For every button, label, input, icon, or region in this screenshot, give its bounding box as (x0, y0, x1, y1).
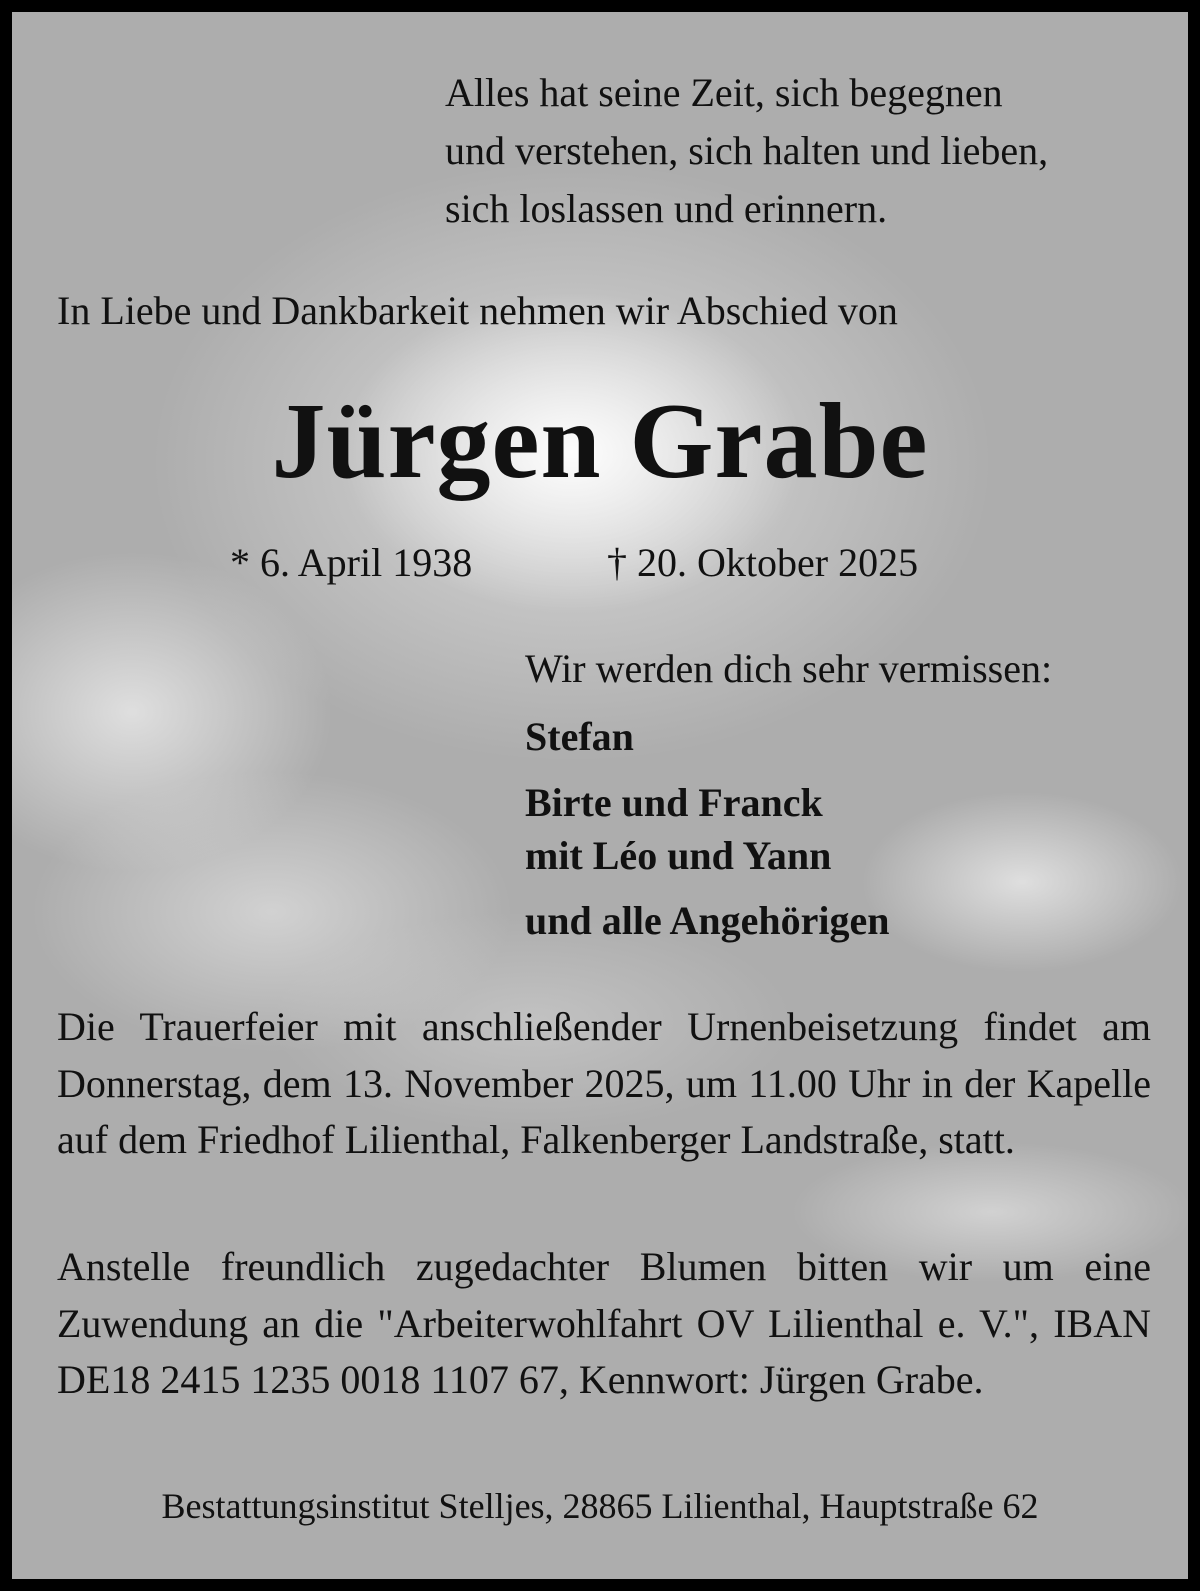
mourner: mit Léo und Yann (525, 833, 832, 878)
verse (445, 64, 1048, 238)
obituary-notice (12, 12, 1188, 1579)
mourner: Stefan (525, 714, 634, 759)
verse-line: sich loslassen und erinnern. (445, 186, 888, 231)
funeral-home: Bestattungsinstitut Stelljes, 28865 Lilienthal, Hauptstraße 62 (161, 1486, 1039, 1526)
mourner: und alle Angehörigen (525, 898, 890, 943)
birth-date: * 6. April 1938 (230, 540, 473, 585)
verse-line: und verstehen, sich halten und lieben, (445, 128, 1049, 173)
deceased-name: Jürgen Grabe (271, 382, 929, 501)
intro-text: In Liebe und Dankbarkeit nehmen wir Abschied von (57, 288, 898, 333)
verse-line: Alles hat seine Zeit, sich begegnen (445, 70, 1003, 115)
death-date: † 20. Oktober 2025 (607, 540, 919, 585)
donation-info: Anstelle freundlich zugedachter Blumen bitten wir um eine Zuwendung an die "Arbeiterwohlfahrt OV Lilienthal e. V.", IBAN DE18 2415 1235 0018 1107 67, Kennwort: Jürgen Grabe. (57, 1244, 1151, 1402)
mourners-intro: Wir werden dich sehr vermissen: (525, 646, 1053, 691)
mourner: Birte und Franck (525, 780, 823, 825)
funeral-info: Die Trauerfeier mit anschließender Urnenbeisetzung findet am Donnerstag, dem 13. November 2025, um 11.00 Uhr in der Kapelle auf dem Friedhof Lilienthal, Falkenberger Landstraße, statt. (57, 1004, 1151, 1162)
